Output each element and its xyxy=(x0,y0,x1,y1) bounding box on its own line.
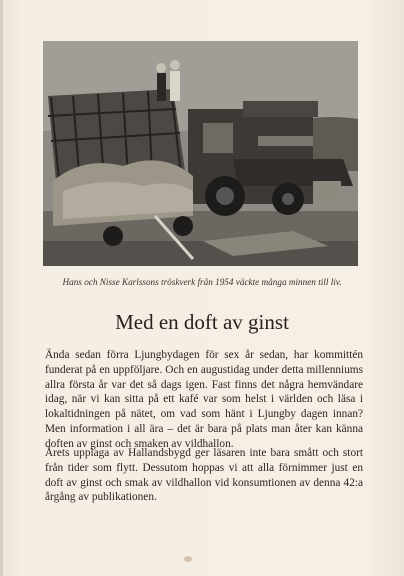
page-spine-shadow xyxy=(0,0,3,576)
photo-caption: Hans och Nisse Karlssons tröskverk från 1954 väckte många minnen till liv. xyxy=(62,277,342,287)
paragraph: Ända sedan förra Ljungbydagen för sex år sedan, har kommittén funderat på en uppföljare. Och en augustidag under detta millenniums allra första år var det så dags igen. Fast finns det några hemvändare idag, när vi kan sitta på ett kafé var som helst i världen och läsa i lokaltidningen på nätet, om vad som hänt i Ljungby dagen innan? Men information i all ära – det är bara på plats man åter kan känna doften av ginst och smaken av vildhallon. xyxy=(45,349,363,450)
paragraph: Årets upplaga av Hallandsbygd ger läsaren inte bara smått och stort från tider som flytt. Dessutom hoppas vi att alla förnimmer just en doft av ginst och smak av vildhallon vid konsumtionen av denna 42:a årgång av publikationen. xyxy=(45,447,363,504)
article-heading: Med en doft av ginst xyxy=(115,310,289,334)
threshing-machine-photo xyxy=(43,41,358,266)
paper-stain xyxy=(184,556,192,562)
photo-illustration xyxy=(43,41,358,266)
